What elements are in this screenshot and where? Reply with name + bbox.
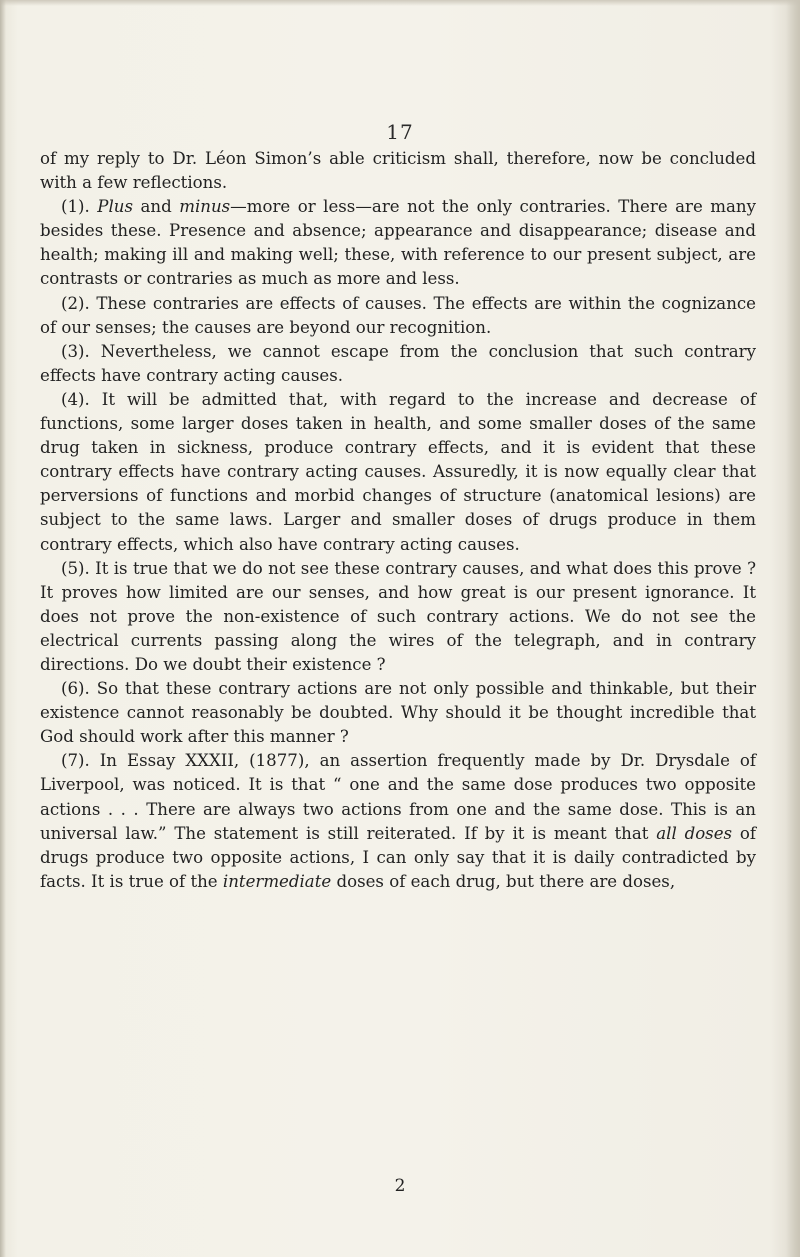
paragraph: (3). Nevertheless, we cannot escape from the conclusion that such contrary effects have contrary acting causes. — [40, 341, 756, 385]
signature-mark: 2 — [394, 1176, 406, 1196]
italic-emphasis: Plus — [97, 197, 133, 217]
italic-emphasis: all doses — [656, 823, 733, 843]
paragraph: (6). So that these contrary actions are not only possible and thinkable, but their existence cannot reasonably be doubted. Why should it be thought incredible that God should work after this manner ? — [40, 679, 756, 747]
paragraph: (1). Plus and minus—more or less—are not the only contraries. There are many besides these. Presence and absence; appearance and disappearance; disease and health; making ill and making well; these, with reference to our present subject, are contrasts or contraries as much as more and less. — [40, 197, 756, 289]
body-text — [40, 147, 756, 894]
page-right-edge — [786, 0, 800, 1257]
page-left-edge — [0, 0, 6, 1257]
paragraph: (4). It will be admitted that, with regard to the increase and decrease of functions, some larger doses taken in health, and some smaller doses of the same drug taken in sickness, produce contrary effects, and it is evident that these contrary effects have contrary acting causes. Assuredly, it is now equally clear that perversions of functions and morbid changes of structure (anatomical lesions) are subject to the same laws. Larger and smaller doses of drugs produce in them contrary effects, which also have contrary acting causes. — [40, 389, 756, 554]
italic-emphasis: intermediate — [222, 871, 332, 891]
page-number: 17 — [386, 120, 414, 144]
paragraph: of my reply to Dr. Léon Simon’s able criticism shall, therefore, now be concluded with a few reflections. — [40, 149, 756, 193]
page-top-shadow — [0, 0, 800, 6]
paragraph: (5). It is true that we do not see these contrary causes, and what does this prove ? It proves how limited are our senses, and how great is our present ignorance. It does not prove the non-existence of such contrary actions. We do not see the electrical currents passing along the wires of the telegraph, and in contrary directions. Do we doubt their existence ? — [40, 558, 756, 674]
italic-emphasis: minus — [179, 197, 231, 217]
paragraph: (7). In Essay XXXII, (1877), an assertion frequently made by Dr. Drysdale of Liverpool, was noticed. It is that “ one and the same dose produces two opposite actions . . . There are always two actions from one and the same dose. This is an universal law.” The statement is still reiterated. If by it is meant that all doses of drugs produce two opposite actions, I can only say that it is daily contradicted by facts. It is true of the intermediate doses of each drug, but there are doses, — [40, 751, 756, 891]
paragraph: (2). These contraries are effects of causes. The effects are within the cognizance of our senses; the causes are beyond our recognition. — [40, 293, 756, 337]
